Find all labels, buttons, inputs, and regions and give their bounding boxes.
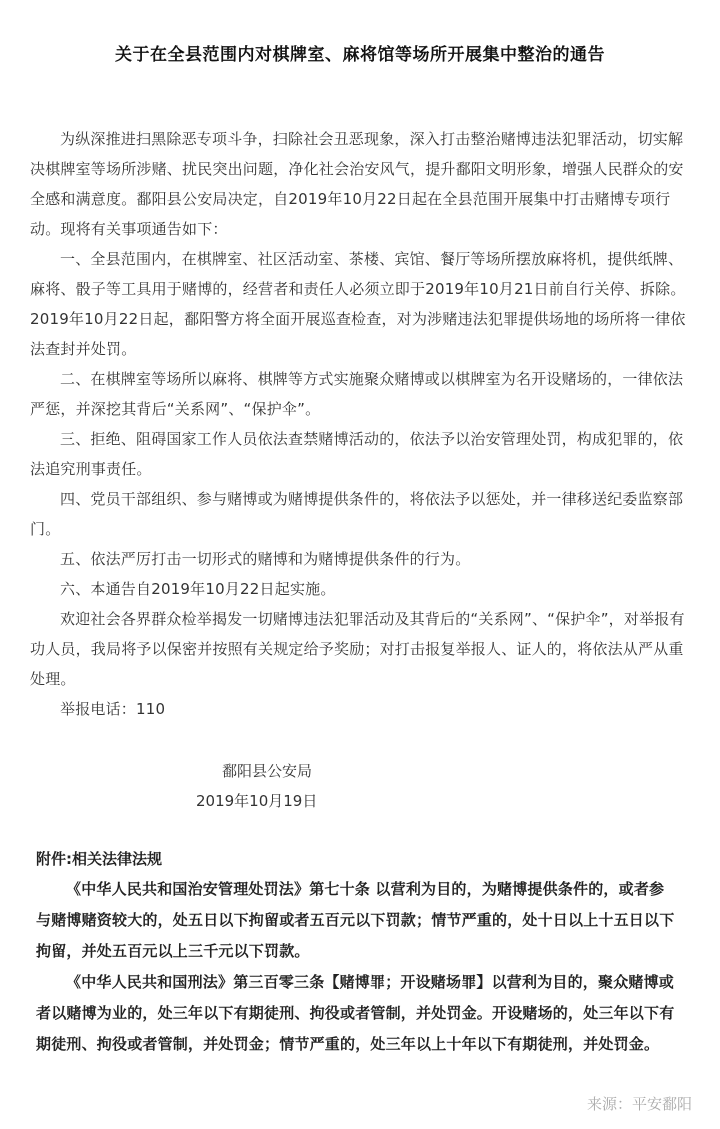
- source-credit: 来源：平安鄱阳: [586, 1095, 692, 1113]
- item-five-paragraph: 五、依法严厉打击一切形式的赌博和为赌博提供条件的行为。: [60, 550, 471, 568]
- law-block: [36, 874, 676, 1060]
- attachment-heading: 附件:相关法律法规: [36, 850, 162, 868]
- item-four-paragraph: 四、党员干部组织、参与赌博或为赌博提供条件的，将依法予以惩处，并一律移送纪委监察部门。: [30, 490, 684, 538]
- appeal-paragraph: 欢迎社会各界群众检举揭发一切赌博违法犯罪活动及其背后的“关系网”、“保护伞”，对举报有功人员，我局将予以保密并按照有关规定给予奖励；对打击报复举报人、证人的，将依法从严从重处理。: [30, 610, 685, 688]
- item-six-paragraph: 六、本通告自2019年10月22日起实施。: [60, 580, 336, 598]
- signature-date: 2019年10月19日: [196, 792, 318, 810]
- law-criminal: 《中华人民共和国刑法》第三百零三条【赌博罪；开设赌场罪】以营利为目的，聚众赌博或者以赌博为业的，处三年以下有期徒刑、拘役或者管制，并处罚金。开设赌场的，处三年以下有期徒刑、拘役或者管制，并处罚金；情节严重的，处三年以上十年以下有期徒刑，并处罚金。: [36, 973, 675, 1053]
- hotline-paragraph: 举报电话：110: [60, 700, 166, 718]
- signature-org: 鄱阳县公安局: [222, 762, 313, 780]
- notice-title: 关于在全县范围内对棋牌室、麻将馆等场所开展集中整治的通告: [115, 45, 605, 65]
- item-one-paragraph: 一、全县范围内，在棋牌室、社区活动室、茶楼、宾馆、餐厅等场所摆放麻将机，提供纸牌、麻将、骰子等工具用于赌博的，经营者和责任人必须立即于2019年10月21日前自行关停、拆除。2019年10月22日起，鄱阳警方将全面开展巡查检查，对为涉赌违法犯罪提供场地的场所将一律依法查封并处罚。: [30, 250, 686, 358]
- notice-body: [30, 124, 690, 724]
- law-public-security: 《中华人民共和国治安管理处罚法》第七十条 以营利为目的，为赌博提供条件的，或者参与赌博赌资较大的，处五日以下拘留或者五百元以下罚款；情节严重的，处十日以上十五日以下拘留，并处五百元以上三千元以下罚款。: [36, 880, 675, 960]
- intro-paragraph: 为纵深推进扫黑除恶专项斗争，扫除社会丑恶现象，深入打击整治赌博违法犯罪活动，切实解决棋牌室等场所涉赌、扰民突出问题，净化社会治安风气，提升鄱阳文明形象，增强人民群众的安全感和满意度。鄱阳县公安局决定，自2019年10月22日起在全县范围开展集中打击赌博专项行动。现将有关事项通告如下：: [30, 130, 684, 238]
- item-two-paragraph: 二、在棋牌室等场所以麻将、棋牌等方式实施聚众赌博或以棋牌室为名开设赌场的，一律依法严惩，并深挖其背后“关系网”、“保护伞”。: [30, 370, 684, 418]
- item-three-paragraph: 三、拒绝、阻碍国家工作人员依法查禁赌博活动的，依法予以治安管理处罚，构成犯罪的，依法追究刑事责任。: [30, 430, 684, 478]
